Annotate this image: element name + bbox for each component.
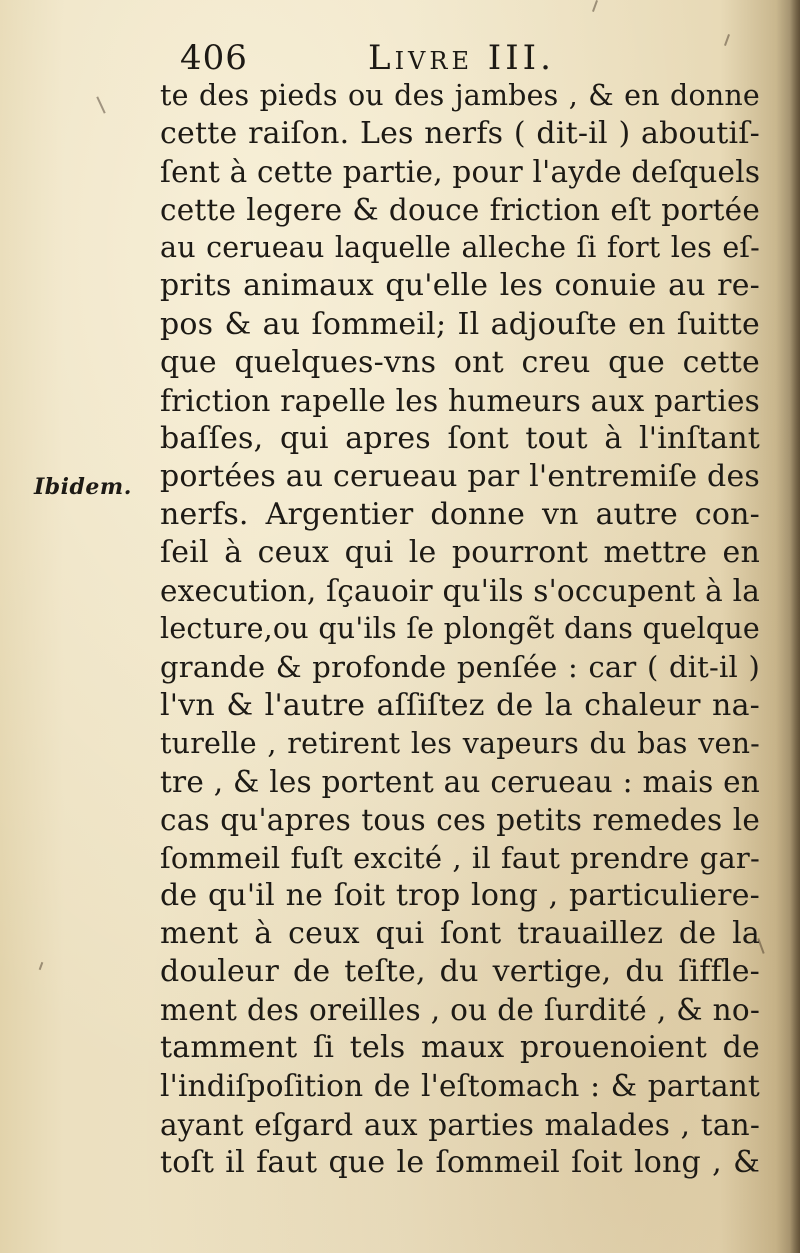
- text-line: l'vn & l'autre aſſiſtez de la chaleur na-: [160, 687, 760, 723]
- binding-shadow: [790, 0, 800, 1253]
- text-line: de qu'il ne ſoit trop long , particuliere-: [160, 877, 760, 913]
- text-line: execution, ſçauoir qu'ils s'occupent à la: [160, 574, 760, 609]
- page-header: [172, 36, 752, 80]
- text-line: ſeil à ceux qui le pourront mettre en: [160, 535, 760, 571]
- text-line: ſent à cette partie, pour l'ayde deſquels: [160, 155, 761, 190]
- text-line: turelle , retirent les vapeurs du bas ven-: [160, 726, 760, 760]
- text-line: ayant eſgard aux parties malades , tan-: [160, 1107, 760, 1142]
- text-line: ment des oreilles , ou de ſurdité , & no-: [160, 993, 760, 1028]
- text-line: douleur de teſte, du vertige, du ſiffle-: [160, 954, 760, 990]
- text-line: te des pieds ou des jambes , & en donne: [160, 79, 760, 112]
- margin-note: Ibidem.: [34, 474, 132, 500]
- text-line: cas qu'apres tous ces petits remedes le: [160, 802, 760, 837]
- body-text: [160, 77, 760, 1182]
- running-head: Livre III.: [368, 38, 555, 78]
- text-line: toſt il faut que le ſommeil ſoit long , &: [160, 1144, 760, 1180]
- text-line: l'indiſpoſition de l'eſtomach : & partant: [160, 1069, 760, 1104]
- text-line: cette legere & douce friction eſt portée: [160, 193, 760, 228]
- text-line: prits animaux qu'elle les conuie au re-: [160, 268, 760, 304]
- page-number: 406: [180, 38, 248, 78]
- text-line: portées au cerueau par l'entremiſe des: [160, 458, 760, 494]
- text-line: nerfs. Argentier donne vn autre con-: [160, 497, 760, 533]
- text-line: pos & au ſommeil; Il adjouſte en ſuitte: [160, 306, 760, 342]
- text-line: tamment ſi tels maux prouenoient de: [160, 1030, 760, 1066]
- text-line: lecture,ou qu'ils ſe plongẽt dans quelque: [160, 612, 760, 646]
- paper-mark: [592, 0, 598, 12]
- text-line: cette raiſon. Les nerfs ( dit-il ) aboutiſ-: [160, 116, 760, 152]
- text-line: ment à ceux qui ſont trauaillez de la: [160, 916, 760, 952]
- text-line: friction rapelle les humeurs aux parties: [160, 383, 760, 418]
- text-line: ſommeil fuſt excité , il faut prendre gar-: [160, 840, 760, 875]
- text-line: que quelques-vns ont creu que cette: [160, 344, 760, 380]
- text-line: baſſes, qui apres ſont tout à l'inſtant: [160, 420, 760, 456]
- text-line: au cerueau laquelle alleche ſi fort les eſ-: [160, 231, 760, 265]
- text-line: grande & profonde penſée : car ( dit-il ): [160, 650, 760, 685]
- text-line: tre , & les portent au cerueau : mais en: [160, 764, 760, 799]
- paper-mark: [96, 96, 105, 113]
- paper-mark: [39, 962, 44, 970]
